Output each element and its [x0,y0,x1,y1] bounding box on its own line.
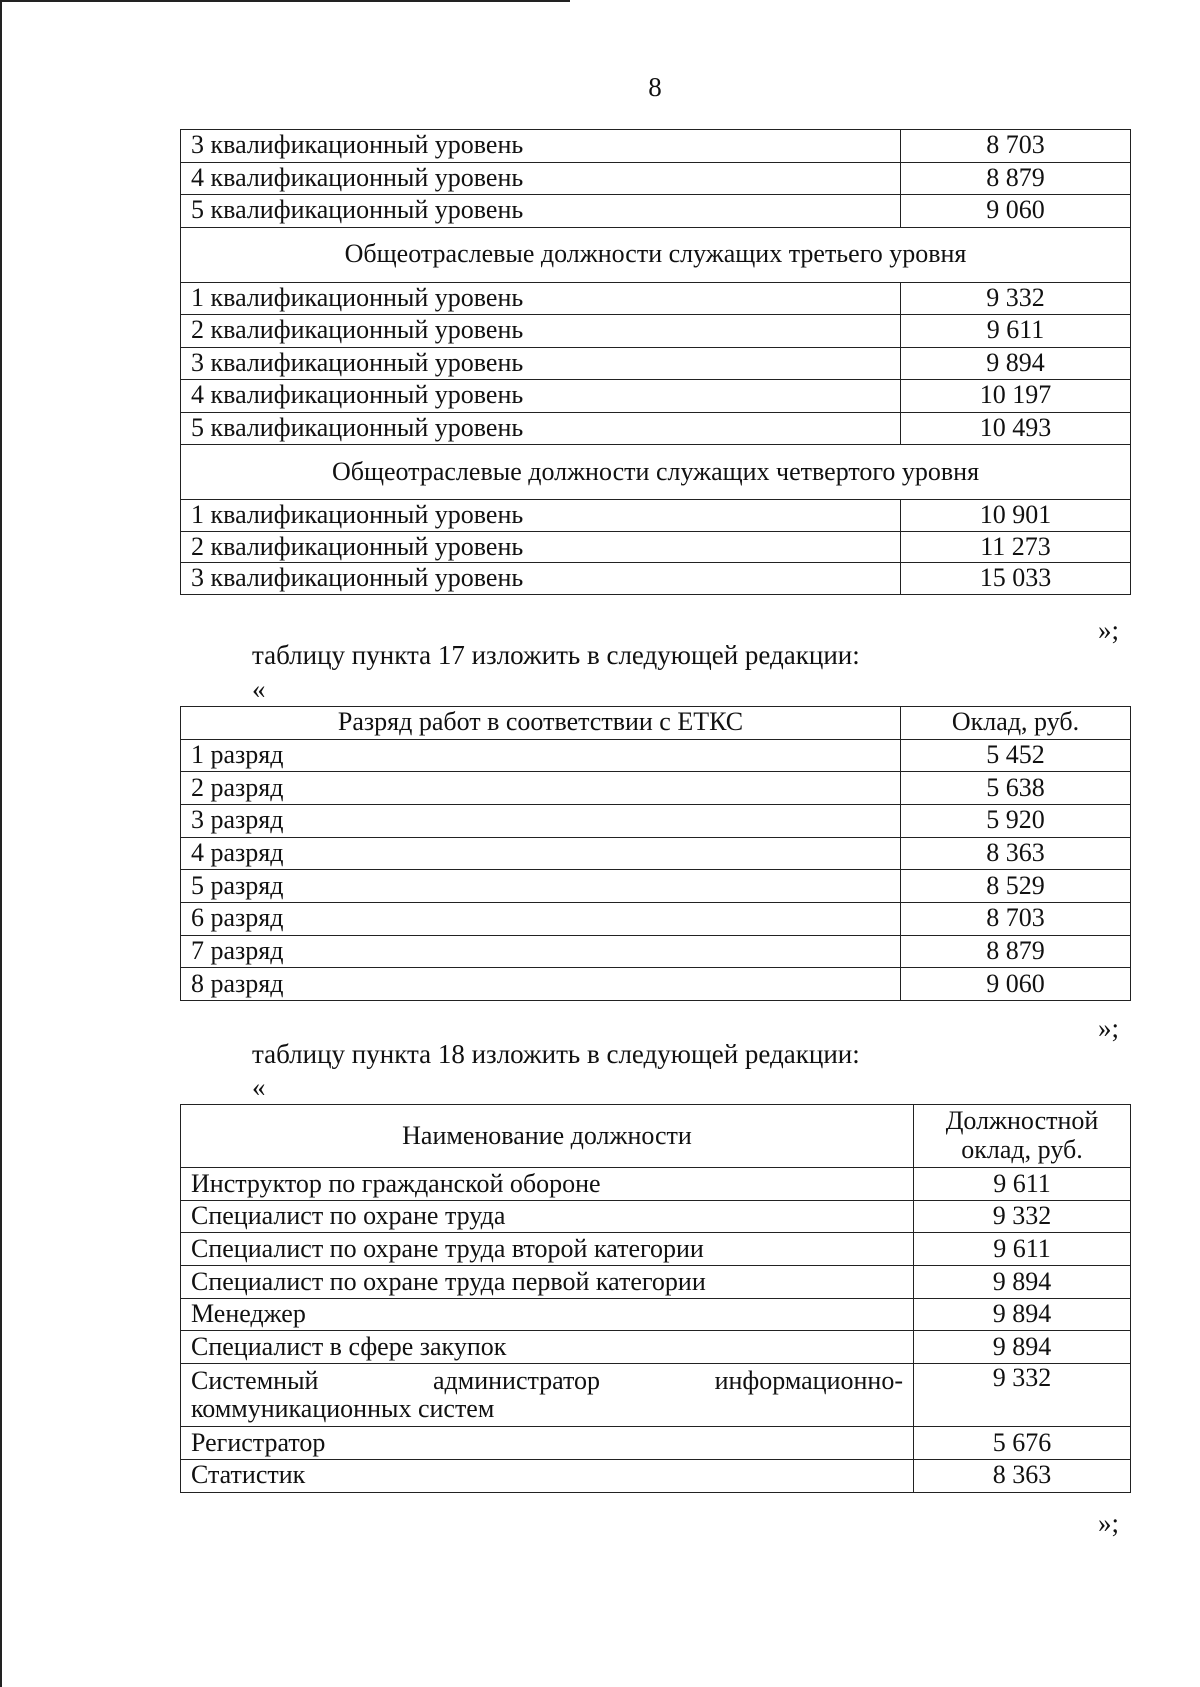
salary-value: 11 273 [901,531,1131,563]
table-row [181,282,1131,315]
table-row [181,500,1131,532]
salary-value: 8 703 [901,902,1131,935]
salary-value: 8 363 [914,1459,1131,1492]
level-name: 5 квалификационный уровень [181,195,901,228]
table-row [181,837,1131,870]
scan-left-edge [0,0,2,1687]
column-header-grade: Разряд работ в соответствии с ЕТКС [181,707,901,740]
grade-name: 8 разряд [181,968,901,1001]
qualification-levels-table [180,129,1131,595]
position-name: Менеджер [181,1298,914,1331]
section-heading: Общеотраслевые должности служащих четвертого уровня [181,445,1131,500]
salary-value: 9 611 [901,315,1131,348]
paragraph-17: таблицу пункта 17 изложить в следующей редакции: [252,640,860,670]
salary-value: 5 676 [914,1427,1131,1460]
table-row [181,739,1131,772]
table-row [181,195,1131,228]
level-name: 2 квалификационный уровень [181,531,901,563]
table-row [181,935,1131,968]
page-number: 8 [648,72,662,102]
paragraph-18: таблицу пункта 18 изложить в следующей редакции: [252,1039,860,1069]
opening-quote: « [252,674,266,704]
position-name: Специалист по охране труда [181,1200,914,1233]
salary-value: 9 060 [901,968,1131,1001]
level-name: 4 квалификационный уровень [181,380,901,413]
level-name: 5 квалификационный уровень [181,412,901,445]
closing-quote: »; [1098,615,1120,645]
closing-quote: »; [1098,1013,1120,1043]
grade-name: 7 разряд [181,935,901,968]
table-row [181,315,1131,348]
scan-top-edge [0,0,570,2]
table-row [181,347,1131,380]
salary-value: 9 894 [914,1266,1131,1299]
table-row [181,130,1131,163]
table-row [181,1459,1131,1492]
level-name: 4 квалификационный уровень [181,162,901,195]
grades-table [180,706,1131,1001]
salary-value: 9 332 [901,282,1131,315]
level-name: 3 квалификационный уровень [181,563,901,595]
column-header-salary: Должностной оклад, руб. [914,1105,1131,1168]
section-heading: Общеотраслевые должности служащих третьего уровня [181,227,1131,282]
salary-value: 8 363 [901,837,1131,870]
closing-quote: »; [1098,1508,1120,1538]
table-header-row [181,707,1131,740]
grade-name: 1 разряд [181,739,901,772]
table-row [181,1427,1131,1460]
grade-name: 2 разряд [181,772,901,805]
column-header-salary: Оклад, руб. [901,707,1131,740]
grade-name: 3 разряд [181,804,901,837]
salary-value: 8 879 [901,935,1131,968]
positions-table [180,1104,1131,1493]
salary-value: 5 920 [901,804,1131,837]
table-row [181,968,1131,1001]
salary-value: 8 703 [901,130,1131,163]
table-row [181,1233,1131,1266]
salary-value: 10 901 [901,500,1131,532]
table-header-row [181,1105,1131,1168]
table-row [181,1266,1131,1299]
level-name: 2 квалификационный уровень [181,315,901,348]
table-row [181,902,1131,935]
salary-value: 9 894 [914,1331,1131,1364]
salary-value: 10 493 [901,412,1131,445]
position-name: Специалист в сфере закупок [181,1331,914,1364]
position-name: Инструктор по гражданской обороне [181,1168,914,1201]
table-row [181,1364,1131,1427]
table-row [181,531,1131,563]
grade-name: 5 разряд [181,870,901,903]
position-name: Системный администратор информационно-коммуникационных систем [181,1364,914,1427]
salary-value: 9 894 [914,1298,1131,1331]
table-row [181,1200,1131,1233]
table-row [181,1168,1131,1201]
table-row [181,563,1131,595]
level-name: 1 квалификационный уровень [181,282,901,315]
salary-value: 9 060 [901,195,1131,228]
section-row [181,445,1131,500]
salary-value: 9 611 [914,1168,1131,1201]
level-name: 3 квалификационный уровень [181,130,901,163]
grade-name: 6 разряд [181,902,901,935]
salary-value: 8 529 [901,870,1131,903]
table-row [181,870,1131,903]
position-name: Специалист по охране труда первой категории [181,1266,914,1299]
position-name: Статистик [181,1459,914,1492]
section-row [181,227,1131,282]
salary-value: 15 033 [901,563,1131,595]
table-row [181,772,1131,805]
position-name: Специалист по охране труда второй категории [181,1233,914,1266]
opening-quote: « [252,1072,266,1102]
salary-value: 9 611 [914,1233,1131,1266]
table-row [181,1331,1131,1364]
salary-value: 9 332 [914,1200,1131,1233]
table-row [181,804,1131,837]
table-row [181,412,1131,445]
column-header-position: Наименование должности [181,1105,914,1168]
grade-name: 4 разряд [181,837,901,870]
salary-value: 5 452 [901,739,1131,772]
salary-value: 8 879 [901,162,1131,195]
table-row [181,380,1131,413]
table-row [181,162,1131,195]
salary-value: 9 894 [901,347,1131,380]
salary-value: 10 197 [901,380,1131,413]
salary-value: 5 638 [901,772,1131,805]
salary-value: 9 332 [914,1364,1131,1427]
position-name: Регистратор [181,1427,914,1460]
table-row [181,1298,1131,1331]
level-name: 3 квалификационный уровень [181,347,901,380]
level-name: 1 квалификационный уровень [181,500,901,532]
